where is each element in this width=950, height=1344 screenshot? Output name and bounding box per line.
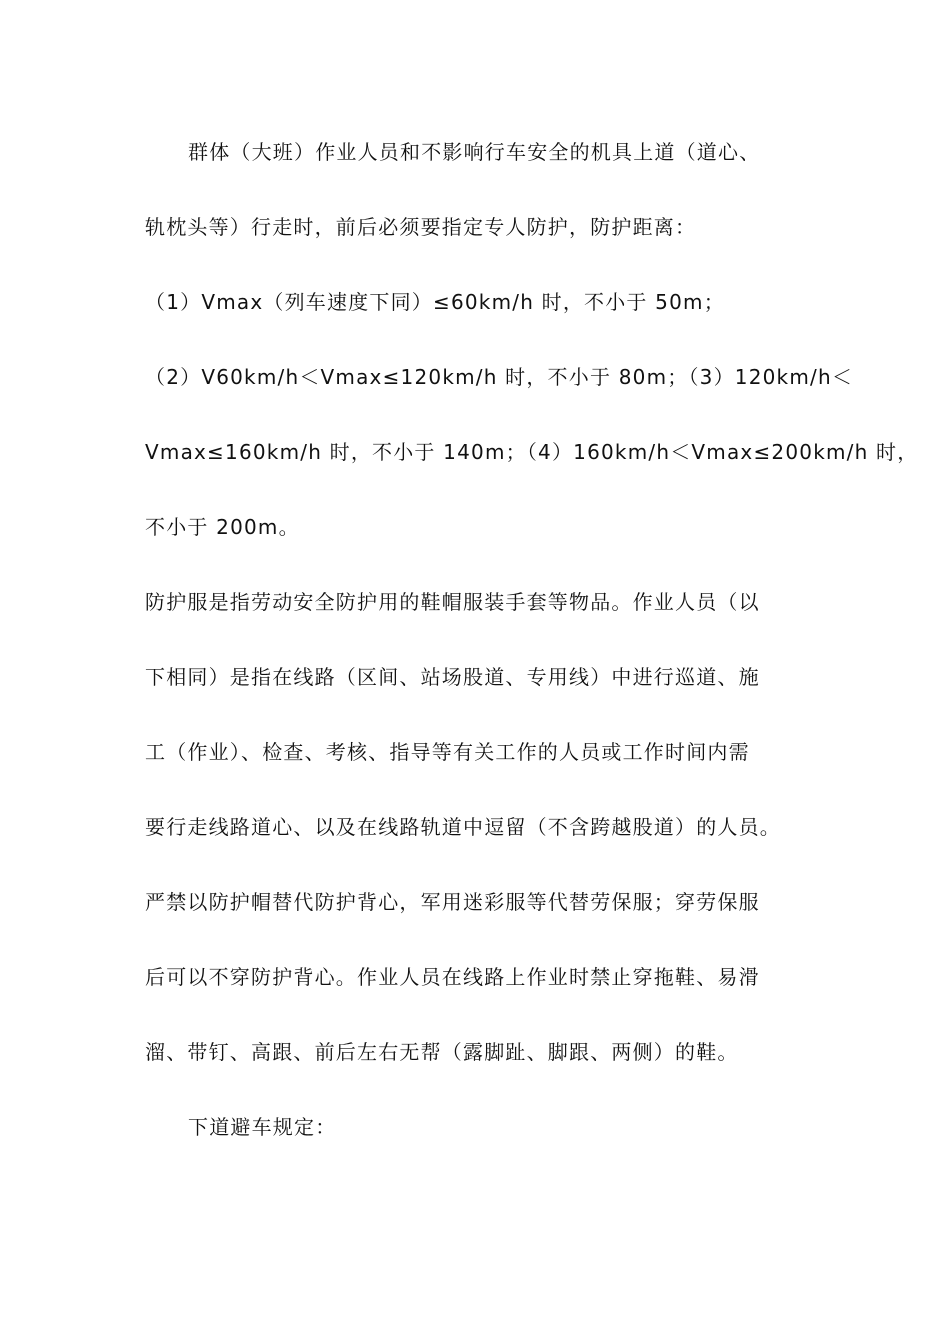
paragraph-line-1: 群体（大班）作业人员和不影响行车安全的机具上道（道心、 [188, 140, 761, 164]
paragraph-line-6: 不小于 200m。 [145, 515, 300, 539]
paragraph-line-5: Vmax≤160km/h 时，不小于 140m；（4）160km/h＜Vmax≤200km/h 时， [145, 440, 919, 464]
paragraph-line-4: （2）V60km/h＜Vmax≤120km/h 时，不小于 80m；（3）120km/h＜ [145, 365, 854, 389]
paragraph-line-12: 后可以不穿防护背心。作业人员在线路上作业时禁止穿拖鞋、易滑 [145, 965, 760, 989]
paragraph-line-13: 溜、带钉、高跟、前后左右无帮（露脚趾、脚跟、两侧）的鞋。 [145, 1040, 739, 1064]
paragraph-line-9: 工（作业）、检查、考核、指导等有关工作的人员或工作时间内需 [145, 740, 750, 764]
paragraph-line-10: 要行走线路道心、以及在线路轨道中逗留（不含跨越股道）的人员。 [145, 815, 781, 839]
paragraph-line-11: 严禁以防护帽替代防护背心，军用迷彩服等代替劳保服；穿劳保服 [145, 890, 760, 914]
paragraph-line-8: 下相同）是指在线路（区间、站场股道、专用线）中进行巡道、施 [145, 665, 760, 689]
section-heading: 下道避车规定： [188, 1115, 337, 1139]
paragraph-line-3: （1）Vmax（列车速度下同）≤60km/h 时，不小于 50m； [145, 290, 725, 314]
paragraph-line-7: 防护服是指劳动安全防护用的鞋帽服装手套等物品。作业人员（以 [145, 590, 760, 614]
paragraph-line-2: 轨枕头等）行走时，前后必须要指定专人防护，防护距离： [145, 215, 697, 239]
